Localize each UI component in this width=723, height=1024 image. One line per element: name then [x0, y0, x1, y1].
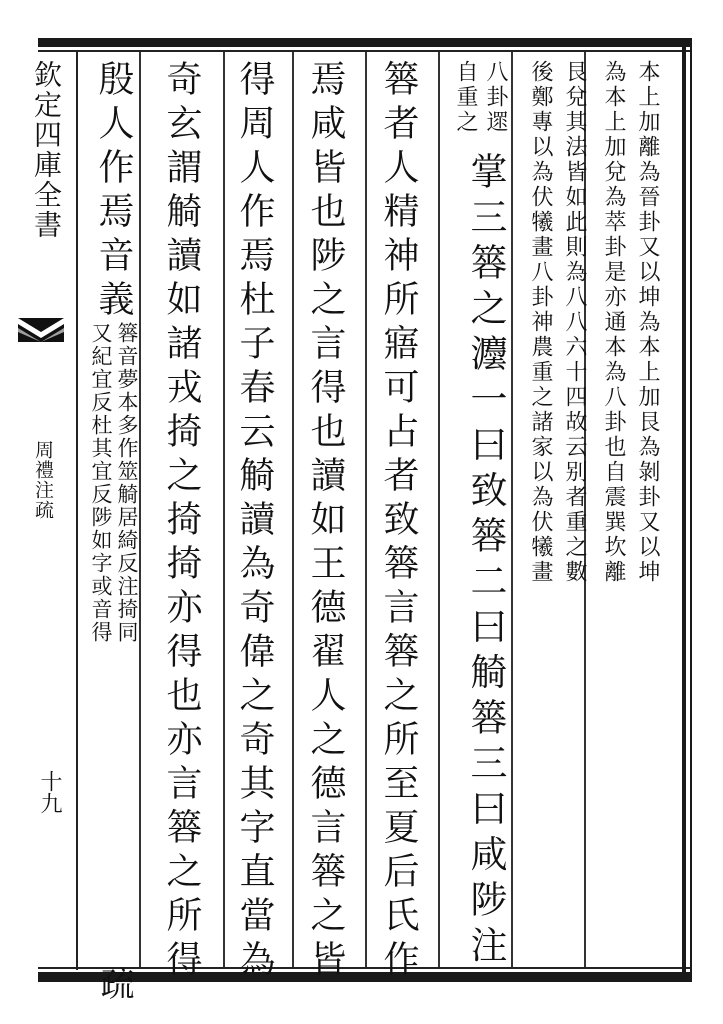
book-title: 欽定四庫全書 [30, 60, 63, 240]
annotation-line: 簭音夢本多作筮觭居綺反注掎同 [115, 322, 139, 644]
text-column-7: 奇玄謂觭讀如諸戎掎之掎掎亦得也亦言簭之所得 [161, 60, 202, 984]
annotation-line: 後鄭專以為伏犧畫八卦神農重之諸家以為伏犧畫 [528, 60, 553, 585]
annotation-line: 艮兌其法皆如此則為八八六十四故云别者重之數 [562, 60, 587, 585]
column-rule [223, 52, 225, 967]
text-column-6: 得周人作焉杜子春云觭讀為奇偉之奇其字直當為 [234, 60, 275, 984]
annotation-line: 本上加離為晉卦又以坤為本上加艮為剝卦又以坤 [635, 60, 660, 585]
main-text-line: 殷人作焉音義 [93, 60, 134, 324]
text-column-5: 焉咸皆也陟之言得也讀如王德翟人之德言簭之皆 [305, 60, 346, 984]
column-rule [365, 52, 367, 967]
margin-rule [76, 52, 78, 970]
main-text-line: 掌三簭之灋一曰致簭二曰觭簭三曰咸陟注 [464, 152, 507, 971]
section-title: 周禮注疏 [32, 440, 54, 520]
annotation-line: 八卦遝 [483, 60, 508, 135]
text-column-4: 簭者人精神所寤可占者致簭言簭之所至夏后氏作 [378, 60, 419, 984]
column-rule [438, 52, 440, 967]
annotation-line: 為本上加兌為萃卦是亦通本為八卦也自震巽坎離 [601, 60, 626, 585]
column-rule [292, 52, 294, 967]
main-text-line: 疏 [94, 966, 134, 1006]
frame-right-border [682, 38, 686, 982]
fishtail-mark-icon [18, 318, 64, 342]
annotation-line: 又紀宜反杜其宜反陟如字或音得 [89, 322, 113, 644]
page-number: 十九 [37, 770, 62, 814]
annotation-line: 自重之 [453, 60, 478, 135]
frame-top-border [38, 38, 691, 47]
frame-right-outer-border [690, 38, 692, 982]
